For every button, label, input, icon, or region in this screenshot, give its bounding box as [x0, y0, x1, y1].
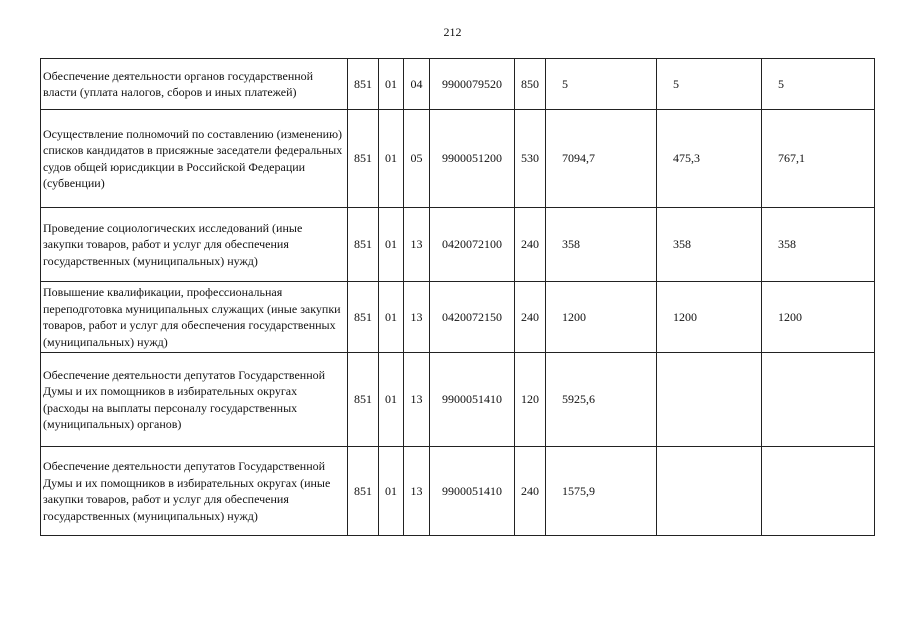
vr-cell: 240 — [515, 447, 546, 536]
csr-cell: 0420072150 — [430, 282, 515, 353]
table-row — [41, 353, 875, 447]
sum-year1-cell: 1200 — [546, 282, 657, 353]
sum-year2-cell: 475,3 — [657, 110, 762, 208]
grbs-cell: 851 — [348, 110, 379, 208]
pr-cell: 13 — [404, 208, 430, 282]
sum-year3-cell — [762, 353, 875, 447]
sum-year3-cell: 5 — [762, 59, 875, 110]
sum-year2-cell — [657, 447, 762, 536]
sum-year1-cell: 5925,6 — [546, 353, 657, 447]
vr-cell: 240 — [515, 208, 546, 282]
rz-cell: 01 — [379, 282, 404, 353]
page-number: 212 — [443, 25, 462, 39]
vr-cell: 850 — [515, 59, 546, 110]
sum-year3-cell: 358 — [762, 208, 875, 282]
table-row — [41, 208, 875, 282]
grbs-cell: 851 — [348, 208, 379, 282]
table-row — [41, 282, 875, 353]
grbs-cell: 851 — [348, 282, 379, 353]
table-row — [41, 59, 875, 110]
sum-year2-cell: 1200 — [657, 282, 762, 353]
csr-cell: 9900051410 — [430, 447, 515, 536]
grbs-cell: 851 — [348, 59, 379, 110]
budget-table — [40, 58, 875, 536]
vr-cell: 530 — [515, 110, 546, 208]
sum-year2-cell: 5 — [657, 59, 762, 110]
rz-cell: 01 — [379, 353, 404, 447]
sum-year1-cell: 358 — [546, 208, 657, 282]
row-name-cell: Проведение социологических исследований (иные закупки товаров, работ и услуг для обеспечения государственных (муниципальных) нужд) — [41, 208, 348, 282]
pr-cell: 13 — [404, 353, 430, 447]
csr-cell: 9900051410 — [430, 353, 515, 447]
pr-cell: 04 — [404, 59, 430, 110]
row-name-cell: Обеспечение деятельности депутатов Государственной Думы и их помощников в избирательных округах (расходы на выплаты персоналу государственных (муниципальных) органов) — [41, 353, 348, 447]
rz-cell: 01 — [379, 447, 404, 536]
sum-year3-cell: 767,1 — [762, 110, 875, 208]
row-name-cell: Повышение квалификации, профессиональная переподготовка муниципальных служащих (иные закупки товаров, работ и услуг для обеспечения государственных (муниципальных) нужд) — [41, 282, 348, 353]
grbs-cell: 851 — [348, 447, 379, 536]
sum-year3-cell: 1200 — [762, 282, 875, 353]
rz-cell: 01 — [379, 110, 404, 208]
sum-year1-cell: 1575,9 — [546, 447, 657, 536]
sum-year1-cell: 7094,7 — [546, 110, 657, 208]
sum-year3-cell — [762, 447, 875, 536]
pr-cell: 13 — [404, 447, 430, 536]
sum-year2-cell — [657, 353, 762, 447]
rz-cell: 01 — [379, 59, 404, 110]
csr-cell: 9900051200 — [430, 110, 515, 208]
csr-cell: 9900079520 — [430, 59, 515, 110]
table-row — [41, 447, 875, 536]
row-name-cell: Осуществление полномочий по составлению (изменению) списков кандидатов в присяжные заседатели федеральных судов общей юрисдикции в Российской Федерации (субвенции) — [41, 110, 348, 208]
pr-cell: 05 — [404, 110, 430, 208]
grbs-cell: 851 — [348, 353, 379, 447]
csr-cell: 0420072100 — [430, 208, 515, 282]
vr-cell: 240 — [515, 282, 546, 353]
row-name-cell: Обеспечение деятельности органов государственной власти (уплата налогов, сборов и иных платежей) — [41, 59, 348, 110]
table-row — [41, 110, 875, 208]
pr-cell: 13 — [404, 282, 430, 353]
vr-cell: 120 — [515, 353, 546, 447]
sum-year2-cell: 358 — [657, 208, 762, 282]
rz-cell: 01 — [379, 208, 404, 282]
sum-year1-cell: 5 — [546, 59, 657, 110]
row-name-cell: Обеспечение деятельности депутатов Государственной Думы и их помощников в избирательных округах (иные закупки товаров, работ и услуг для обеспечения государственных (муниципальных) нужд) — [41, 447, 348, 536]
